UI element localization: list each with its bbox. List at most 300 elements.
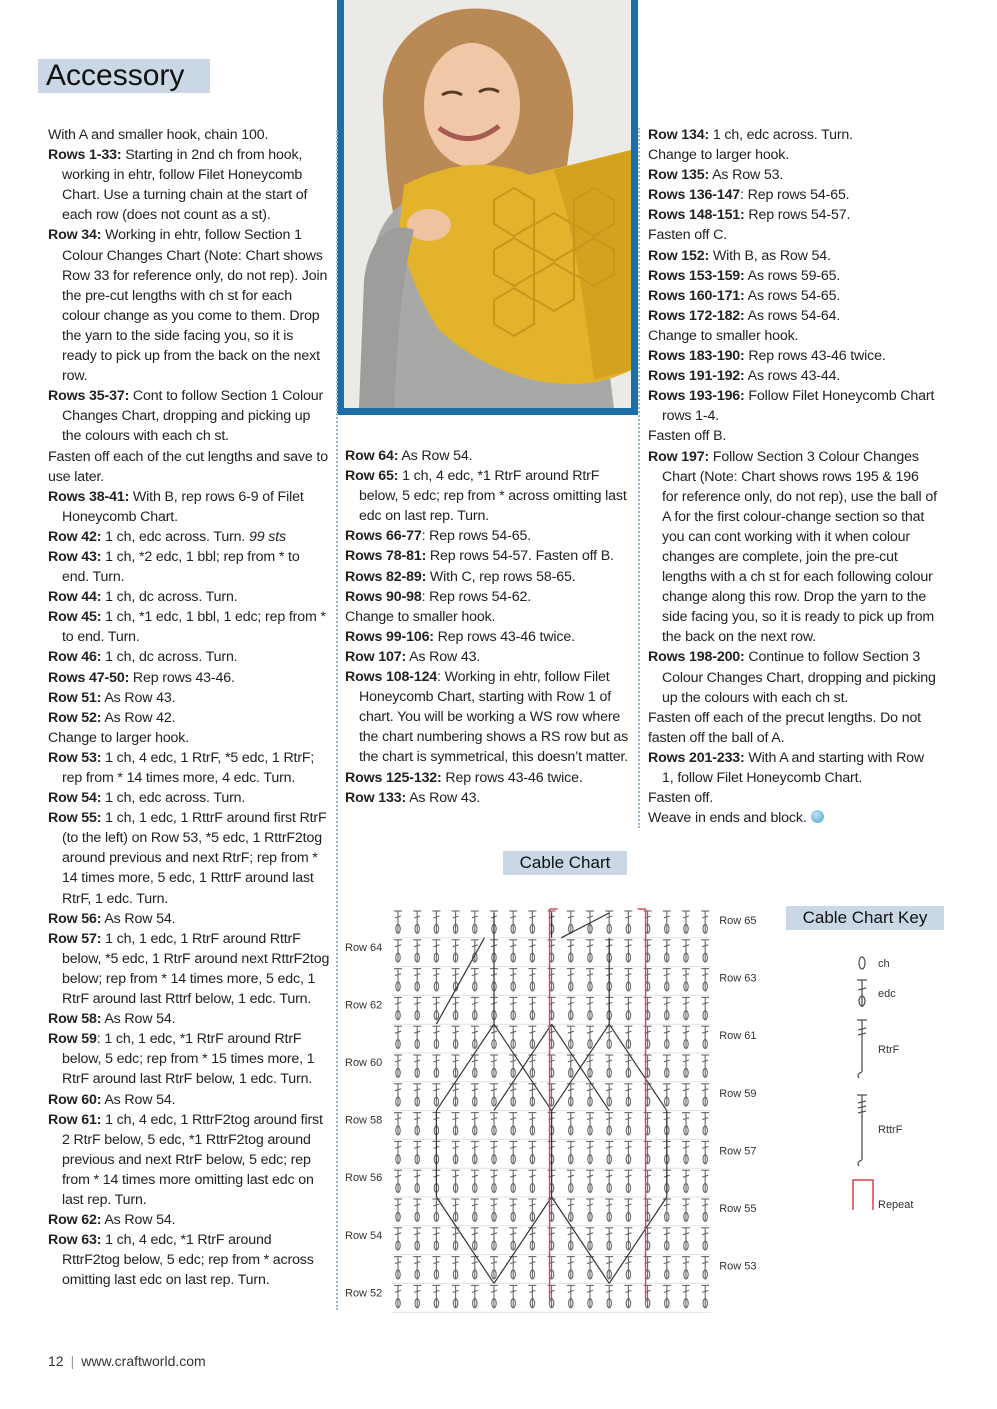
- pattern-paragraph: [648, 185, 938, 205]
- pattern-paragraph: [345, 587, 633, 607]
- edc-stitch: [567, 1141, 575, 1164]
- row-instruction: With C, rep rows 58-65.: [426, 568, 576, 585]
- pattern-paragraph: [48, 1009, 330, 1029]
- edc-stitch: [624, 1141, 632, 1164]
- edc-stitch: [682, 1199, 690, 1222]
- pattern-paragraph: [345, 607, 633, 627]
- pattern-paragraph: [648, 165, 938, 185]
- row-instruction: 1 ch, 4 edc, 1 RtrF, *5 edc, 1 RtrF; rep from * 14 times more, 4 edc. Turn.: [62, 749, 315, 786]
- cable-line: [552, 1197, 610, 1283]
- key-label-rttrf: RttrF: [878, 1124, 903, 1136]
- section-heading: Accessory: [38, 59, 210, 93]
- edc-stitch: [452, 997, 460, 1020]
- edc-stitch: [432, 1285, 440, 1308]
- edc-stitch: [413, 1084, 421, 1107]
- edc-stitch: [605, 1141, 613, 1164]
- edc-stitch: [452, 1170, 460, 1193]
- column-divider: [336, 130, 338, 1310]
- edc-stitch: [548, 940, 556, 963]
- edc-stitch: [586, 1026, 594, 1049]
- edc-stitch: [509, 1113, 517, 1136]
- edc-stitch: [644, 1285, 652, 1308]
- row-label: Row 59: [48, 1031, 97, 1048]
- row-label: Row 57:: [48, 930, 102, 947]
- row-label: Rows 82-89:: [345, 568, 427, 585]
- row-label: Rows 160-171:: [648, 287, 745, 304]
- stitch-count: 99 sts: [249, 528, 286, 545]
- edc-stitch: [432, 1055, 440, 1078]
- edc-stitch: [509, 1257, 517, 1280]
- pattern-paragraph: [48, 386, 330, 446]
- edc-stitch: [586, 1199, 594, 1222]
- row-label: Row 60:: [48, 1091, 102, 1108]
- edc-stitch: [394, 1026, 402, 1049]
- row-label: Row 55:: [48, 810, 102, 827]
- edc-stitch: [624, 1199, 632, 1222]
- edc-stitch: [452, 911, 460, 934]
- pattern-paragraph: [345, 526, 633, 546]
- row-label: Row 65:: [345, 468, 399, 485]
- row-label-left: Row 52: [345, 1287, 383, 1300]
- edc-stitch: [394, 1055, 402, 1078]
- row-label: Rows 38-41:: [48, 488, 130, 505]
- row-label: Row 152:: [648, 247, 710, 264]
- edc-stitch: [682, 1113, 690, 1136]
- row-label: Row 58:: [48, 1011, 102, 1028]
- pattern-paragraph: [48, 708, 330, 728]
- edc-stitch: [605, 1026, 613, 1049]
- pattern-paragraph: [648, 366, 938, 386]
- row-instruction: As rows 54-64.: [744, 307, 841, 324]
- pattern-paragraph: [48, 225, 330, 386]
- edc-stitch: [624, 997, 632, 1020]
- edc-stitch: [471, 1170, 479, 1193]
- edc-stitch: [644, 997, 652, 1020]
- edc-stitch: [701, 1141, 709, 1164]
- row-instruction: As Row 43.: [101, 689, 176, 706]
- row-instruction: Rep rows 43-46.: [129, 669, 235, 686]
- edc-stitch: [394, 1285, 402, 1308]
- pattern-paragraph: [48, 1090, 330, 1110]
- pattern-paragraph: [648, 306, 938, 326]
- row-instruction: 1 ch, 4 edc, *1 RtrF around RtrF below, 5 edc; rep from * across omitting last edc on last rep. Turn.: [359, 468, 627, 525]
- row-instruction: 1 ch, 4 edc, 1 RttrF2tog around first 2 RtrF below, 5 edc, *1 RttrF2tog around previous and next RtrF below, 5 edc; rep from * 14 times more omitting last edc on last rep. Turn.: [62, 1111, 323, 1208]
- edc-stitch: [452, 1228, 460, 1251]
- pattern-paragraph: [648, 426, 938, 446]
- edc-stitch: [413, 911, 421, 934]
- model-photo: [344, 0, 631, 408]
- row-instruction: With A and starting with Row 1, follow Filet Honeycomb Chart.: [662, 749, 925, 786]
- edc-stitch: [624, 969, 632, 992]
- row-label-right: Row 63: [719, 972, 757, 985]
- row-instruction: As rows 43-44.: [744, 368, 841, 385]
- edc-stitch: [394, 1228, 402, 1251]
- photo-frame: [337, 0, 638, 415]
- row-label: Row 197:: [648, 448, 710, 465]
- pattern-paragraph: [648, 125, 938, 145]
- row-label-left: Row 64: [345, 941, 383, 954]
- edc-stitch: [586, 1285, 594, 1308]
- page-number: 12: [48, 1353, 64, 1369]
- edc-stitch: [528, 911, 536, 934]
- edc-stitch: [490, 1285, 498, 1308]
- edc-stitch: [432, 940, 440, 963]
- edc-stitch: [644, 1084, 652, 1107]
- edc-stitch: [509, 1026, 517, 1049]
- row-label-right: Row 65: [719, 915, 757, 927]
- edc-stitch: [432, 1257, 440, 1280]
- row-instruction: 1 ch, edc across. Turn.: [101, 528, 250, 545]
- row-instruction: As Row 43.: [406, 789, 481, 806]
- row-label: Rows 35-37:: [48, 388, 130, 405]
- edc-stitch: [682, 1084, 690, 1107]
- edc-stitch: [624, 1084, 632, 1107]
- row-label: Row 107:: [345, 648, 407, 665]
- edc-stitch: [605, 1055, 613, 1078]
- edc-stitch: [432, 1026, 440, 1049]
- row-instruction: As rows 54-65.: [744, 287, 841, 304]
- pattern-paragraph: [48, 808, 330, 908]
- row-label: Rows 191-192:: [648, 368, 745, 385]
- edc-stitch: [471, 1113, 479, 1136]
- edc-stitch: [663, 969, 671, 992]
- row-instruction: As Row 43.: [406, 648, 481, 665]
- edc-stitch: [548, 1285, 556, 1308]
- edc-stitch: [528, 1055, 536, 1078]
- edc-stitch: [528, 1141, 536, 1164]
- edc-stitch: [394, 1170, 402, 1193]
- row-instruction: As Row 54.: [101, 1091, 176, 1108]
- pattern-paragraph: [48, 647, 330, 667]
- edc-stitch: [509, 1141, 517, 1164]
- pattern-paragraph: [345, 567, 633, 587]
- edc-stitch: [682, 940, 690, 963]
- edc-stitch: [567, 1228, 575, 1251]
- edc-stitch: [567, 1257, 575, 1280]
- row-instruction: 1 ch, *2 edc, 1 bbl; rep from * to end. Turn.: [62, 548, 300, 586]
- edc-stitch: [452, 1257, 460, 1280]
- row-label: Row 51:: [48, 689, 102, 706]
- edc-stitch: [509, 1199, 517, 1222]
- pattern-paragraph: [48, 788, 330, 808]
- pattern-paragraph: [648, 266, 938, 286]
- pattern-paragraph: [345, 446, 633, 466]
- edc-stitch: [509, 997, 517, 1020]
- edc-stitch: [394, 1113, 402, 1136]
- edc-stitch: [471, 911, 479, 934]
- pattern-paragraph: [48, 447, 330, 487]
- pattern-paragraph: [648, 788, 938, 808]
- row-instruction: : 1 ch, 1 edc, *1 RtrF around RtrF below, 5 edc; rep from * 15 times more, 1 RtrF around last RtrF below, 1 edc. Turn.: [62, 1031, 315, 1088]
- edc-stitch: [452, 1055, 460, 1078]
- edc-stitch: [490, 1228, 498, 1251]
- row-instruction: As Row 54.: [101, 910, 176, 927]
- edc-stitch: [528, 1228, 536, 1251]
- row-label-left: Row 62: [345, 999, 383, 1012]
- row-label: Row 62:: [48, 1212, 102, 1229]
- row-label: Rows 201-233:: [648, 749, 745, 766]
- edc-stitch: [682, 1285, 690, 1308]
- edc-stitch: [452, 1113, 460, 1136]
- edc-stitch: [567, 940, 575, 963]
- chain-symbol-icon: [859, 957, 865, 969]
- cable-line: [561, 913, 609, 938]
- row-label: Row 42:: [48, 528, 102, 545]
- pattern-paragraph: [648, 748, 938, 788]
- edc-stitch: [701, 969, 709, 992]
- edc-stitch: [663, 1055, 671, 1078]
- row-instruction: 1 ch, dc across. Turn.: [101, 589, 238, 606]
- edc-stitch: [452, 1141, 460, 1164]
- edc-stitch: [413, 1228, 421, 1251]
- row-instruction: 1 ch, 1 edc, 1 RtrF around RttrF below, *5 edc, 1 RtrF around next RttrF2tog below; rep from * 14 times more, 5 edc, 1 RtrF around last Rttrf below, 1 edc. Turn.: [62, 930, 330, 1008]
- row-label: Row 61:: [48, 1111, 102, 1128]
- row-instruction: 1 ch, *1 edc, 1 bbl, 1 edc; rep from * to end. Turn.: [62, 609, 326, 646]
- edc-stitch: [567, 997, 575, 1020]
- row-instruction: Rep rows 54-57. Fasten off B.: [426, 548, 614, 565]
- footer-url[interactable]: www.craftworld.com: [81, 1353, 206, 1369]
- row-label: Rows 90-98: [345, 588, 422, 605]
- pattern-paragraph: [648, 145, 938, 165]
- edc-stitch: [452, 1285, 460, 1308]
- cable-chart: [340, 895, 770, 1315]
- edc-stitch: [471, 1141, 479, 1164]
- edc-stitch: [471, 1257, 479, 1280]
- row-instruction: 1 ch, dc across. Turn.: [101, 649, 238, 666]
- row-label: Row 52:: [48, 709, 102, 726]
- edc-stitch: [548, 969, 556, 992]
- row-instruction: Rep rows 54-57.: [744, 207, 851, 224]
- edc-stitch: [413, 997, 421, 1020]
- row-instruction: Fasten off C.: [648, 227, 728, 244]
- edc-stitch: [528, 1285, 536, 1308]
- edc-stitch: [452, 1199, 460, 1222]
- edc-stitch: [567, 1199, 575, 1222]
- row-instruction: With B, as Row 54.: [709, 247, 831, 264]
- edc-stitch: [586, 1257, 594, 1280]
- edc-stitch: [471, 1084, 479, 1107]
- edc-stitch: [471, 1055, 479, 1078]
- edc-stitch: [490, 1141, 498, 1164]
- edc-stitch: [624, 1257, 632, 1280]
- pattern-paragraph: [648, 346, 938, 366]
- pattern-paragraph: [48, 1210, 330, 1230]
- edc-stitch: [663, 997, 671, 1020]
- edc-stitch: [413, 1113, 421, 1136]
- row-instruction: Rep rows 43-46 twice.: [441, 769, 583, 786]
- edc-stitch: [663, 940, 671, 963]
- cable-line: [609, 1024, 667, 1110]
- edc-stitch: [567, 1026, 575, 1049]
- cable-chart-key-title: Cable Chart Key: [786, 906, 944, 930]
- row-label-right: Row 57: [719, 1145, 757, 1158]
- edc-stitch: [663, 1257, 671, 1280]
- edc-stitch: [432, 1228, 440, 1251]
- pattern-paragraph: [345, 788, 633, 808]
- row-instruction: Continue to follow Section 3 Colour Changes Chart, dropping and picking up the colours with each ch st.: [662, 649, 936, 706]
- row-instruction: : Rep rows 54-65.: [740, 187, 850, 204]
- edc-stitch: [490, 1170, 498, 1193]
- row-instruction: With A and smaller hook, chain 100.: [48, 127, 269, 143]
- row-instruction: : Working in ehtr, follow Filet Honeycomb Chart, starting with Row 1 of chart. You will be working a WS row where the chart numbering shows a RS row but as the chart is symmetrical, this doesn’t matter.: [359, 669, 629, 766]
- edc-stitch: [567, 1084, 575, 1107]
- row-label: Rows 193-196:: [648, 388, 745, 405]
- edc-stitch: [701, 997, 709, 1020]
- key-label-edc: edc: [878, 988, 896, 1000]
- edc-stitch: [644, 1141, 652, 1164]
- edc-stitch: [548, 1084, 556, 1107]
- row-label: Row 44:: [48, 589, 102, 606]
- row-label: Row 54:: [48, 790, 102, 807]
- row-instruction: Change to smaller hook.: [345, 608, 496, 625]
- edc-stitch: [471, 1199, 479, 1222]
- row-instruction: As rows 59-65.: [744, 267, 841, 284]
- edc-stitch: [644, 1113, 652, 1136]
- pattern-paragraph: [648, 286, 938, 306]
- row-instruction: Follow Section 3 Colour Changes Chart (Note: Chart shows rows 195 & 196 for reference only, do not rep), use the ball of A for the first colour-change section so that you can cont working with it when colour changes are complete, join the pre-cut lengths with a ch st for each following colour change along this row. Drop the yarn to the side facing you, so it is ready to pick up from the back on the next row.: [662, 448, 937, 646]
- edc-stitch: [644, 1170, 652, 1193]
- edc-stitch: [701, 1113, 709, 1136]
- edc-stitch: [624, 1170, 632, 1193]
- edc-stitch: [452, 940, 460, 963]
- edc-stitch: [490, 1055, 498, 1078]
- edc-stitch: [471, 969, 479, 992]
- edc-stitch: [490, 1026, 498, 1049]
- pattern-paragraph: [48, 527, 330, 547]
- edc-stitch: [528, 1170, 536, 1193]
- edc-stitch: [548, 1257, 556, 1280]
- row-label-right: Row 59: [719, 1087, 757, 1100]
- edc-stitch: [509, 940, 517, 963]
- edc-stitch: [624, 1026, 632, 1049]
- edc-stitch: [644, 940, 652, 963]
- edc-stitch: [509, 1084, 517, 1107]
- pattern-paragraph: [48, 125, 330, 145]
- edc-stitch: [548, 997, 556, 1020]
- row-label: Row 64:: [345, 448, 399, 464]
- row-instruction: 1 ch, edc across. Turn.: [101, 790, 246, 807]
- edc-stitch: [471, 1285, 479, 1308]
- edc-stitch: [682, 911, 690, 934]
- edc-stitch: [509, 1285, 517, 1308]
- edc-stitch: [624, 1285, 632, 1308]
- edc-stitch: [605, 1084, 613, 1107]
- edc-stitch: [394, 1257, 402, 1280]
- column-2: [345, 446, 633, 808]
- edc-stitch: [644, 1257, 652, 1280]
- row-label: Row 34:: [48, 227, 102, 244]
- row-label: Rows 172-182:: [648, 307, 745, 324]
- edc-stitch: [701, 1285, 709, 1308]
- edc-stitch: [548, 1026, 556, 1049]
- pattern-paragraph: [48, 668, 330, 688]
- row-label-left: Row 54: [345, 1229, 383, 1242]
- row-label: Row 56:: [48, 910, 102, 927]
- pattern-paragraph: [345, 768, 633, 788]
- edc-stitch: [394, 911, 402, 934]
- edc-stitch: [452, 1026, 460, 1049]
- edc-stitch: [586, 1170, 594, 1193]
- edc-stitch: [490, 1199, 498, 1222]
- edc-stitch: [413, 940, 421, 963]
- edc-stitch: [586, 1084, 594, 1107]
- row-instruction: Change to larger hook.: [48, 729, 190, 746]
- edc-stitch: [644, 1055, 652, 1078]
- row-label-right: Row 53: [719, 1260, 757, 1273]
- edc-stitch: [663, 1084, 671, 1107]
- edc-stitch: [586, 997, 594, 1020]
- row-label: Rows 183-190:: [648, 348, 745, 365]
- edc-stitch: [701, 1199, 709, 1222]
- row-label: Rows 148-151:: [648, 207, 745, 224]
- row-instruction: As Row 54.: [398, 448, 473, 464]
- edc-stitch: [413, 1285, 421, 1308]
- edc-stitch: [509, 1055, 517, 1078]
- page-footer: 12 | www.craftworld.com: [48, 1353, 206, 1369]
- row-instruction: Working in ehtr, follow Section 1 Colour Changes Chart (Note: Chart shows Row 33 for reference only, do not rep). Join the pre-cut lengths with ch st for each colour change as you come to them. Drop the yarn to the side facing you, so it is ready to pick up from the back on the next row.: [62, 227, 328, 385]
- row-label: Row 53:: [48, 749, 102, 766]
- cable-line: [494, 1197, 552, 1283]
- edc-stitch: [624, 1228, 632, 1251]
- edc-stitch: [528, 1026, 536, 1049]
- row-label: Row 135:: [648, 167, 710, 184]
- edc-stitch: [528, 997, 536, 1020]
- row-instruction: As Row 42.: [101, 709, 176, 726]
- rttrf-symbol-icon: [857, 1095, 867, 1166]
- edc-stitch: [413, 1257, 421, 1280]
- pattern-paragraph: [48, 607, 330, 647]
- pattern-paragraph: [648, 225, 938, 245]
- edc-stitch: [394, 1199, 402, 1222]
- pattern-paragraph: [345, 466, 633, 526]
- edc-stitch: [528, 1257, 536, 1280]
- edc-stitch: [586, 1141, 594, 1164]
- edc-stitch: [432, 911, 440, 934]
- cable-line: [436, 1197, 494, 1283]
- pattern-paragraph: [345, 647, 633, 667]
- edc-stitch: [432, 969, 440, 992]
- row-label-left: Row 56: [345, 1172, 383, 1185]
- pattern-paragraph: [48, 688, 330, 708]
- pattern-paragraph: [648, 447, 938, 648]
- edc-stitch: [471, 1228, 479, 1251]
- edc-stitch: [644, 1026, 652, 1049]
- row-instruction: As Row 54.: [101, 1212, 176, 1229]
- edc-stitch: [413, 969, 421, 992]
- row-label: Row 43:: [48, 548, 102, 565]
- pattern-paragraph: [648, 708, 938, 748]
- row-label-right: Row 61: [719, 1030, 757, 1043]
- edc-stitch: [394, 1084, 402, 1107]
- edc-stitch: [586, 1113, 594, 1136]
- row-instruction: 1 ch, edc across. Turn.: [709, 127, 853, 143]
- edc-stitch: [413, 1026, 421, 1049]
- edc-stitch: [394, 1141, 402, 1164]
- edc-stitch: [701, 1084, 709, 1107]
- cable-line: [436, 938, 484, 1024]
- pattern-paragraph: [648, 647, 938, 707]
- column-1: [48, 125, 330, 1290]
- row-label-left: Row 58: [345, 1114, 383, 1127]
- edc-stitch: [663, 1228, 671, 1251]
- edc-stitch: [701, 1055, 709, 1078]
- row-instruction: With B, rep rows 6-9 of Filet Honeycomb Chart.: [62, 488, 304, 525]
- edc-stitch: [432, 997, 440, 1020]
- row-instruction: Fasten off each of the precut lengths. Do not fasten off the ball of A.: [648, 709, 921, 746]
- pattern-paragraph: [48, 909, 330, 929]
- edc-stitch: [567, 969, 575, 992]
- edc-stitch: [682, 1228, 690, 1251]
